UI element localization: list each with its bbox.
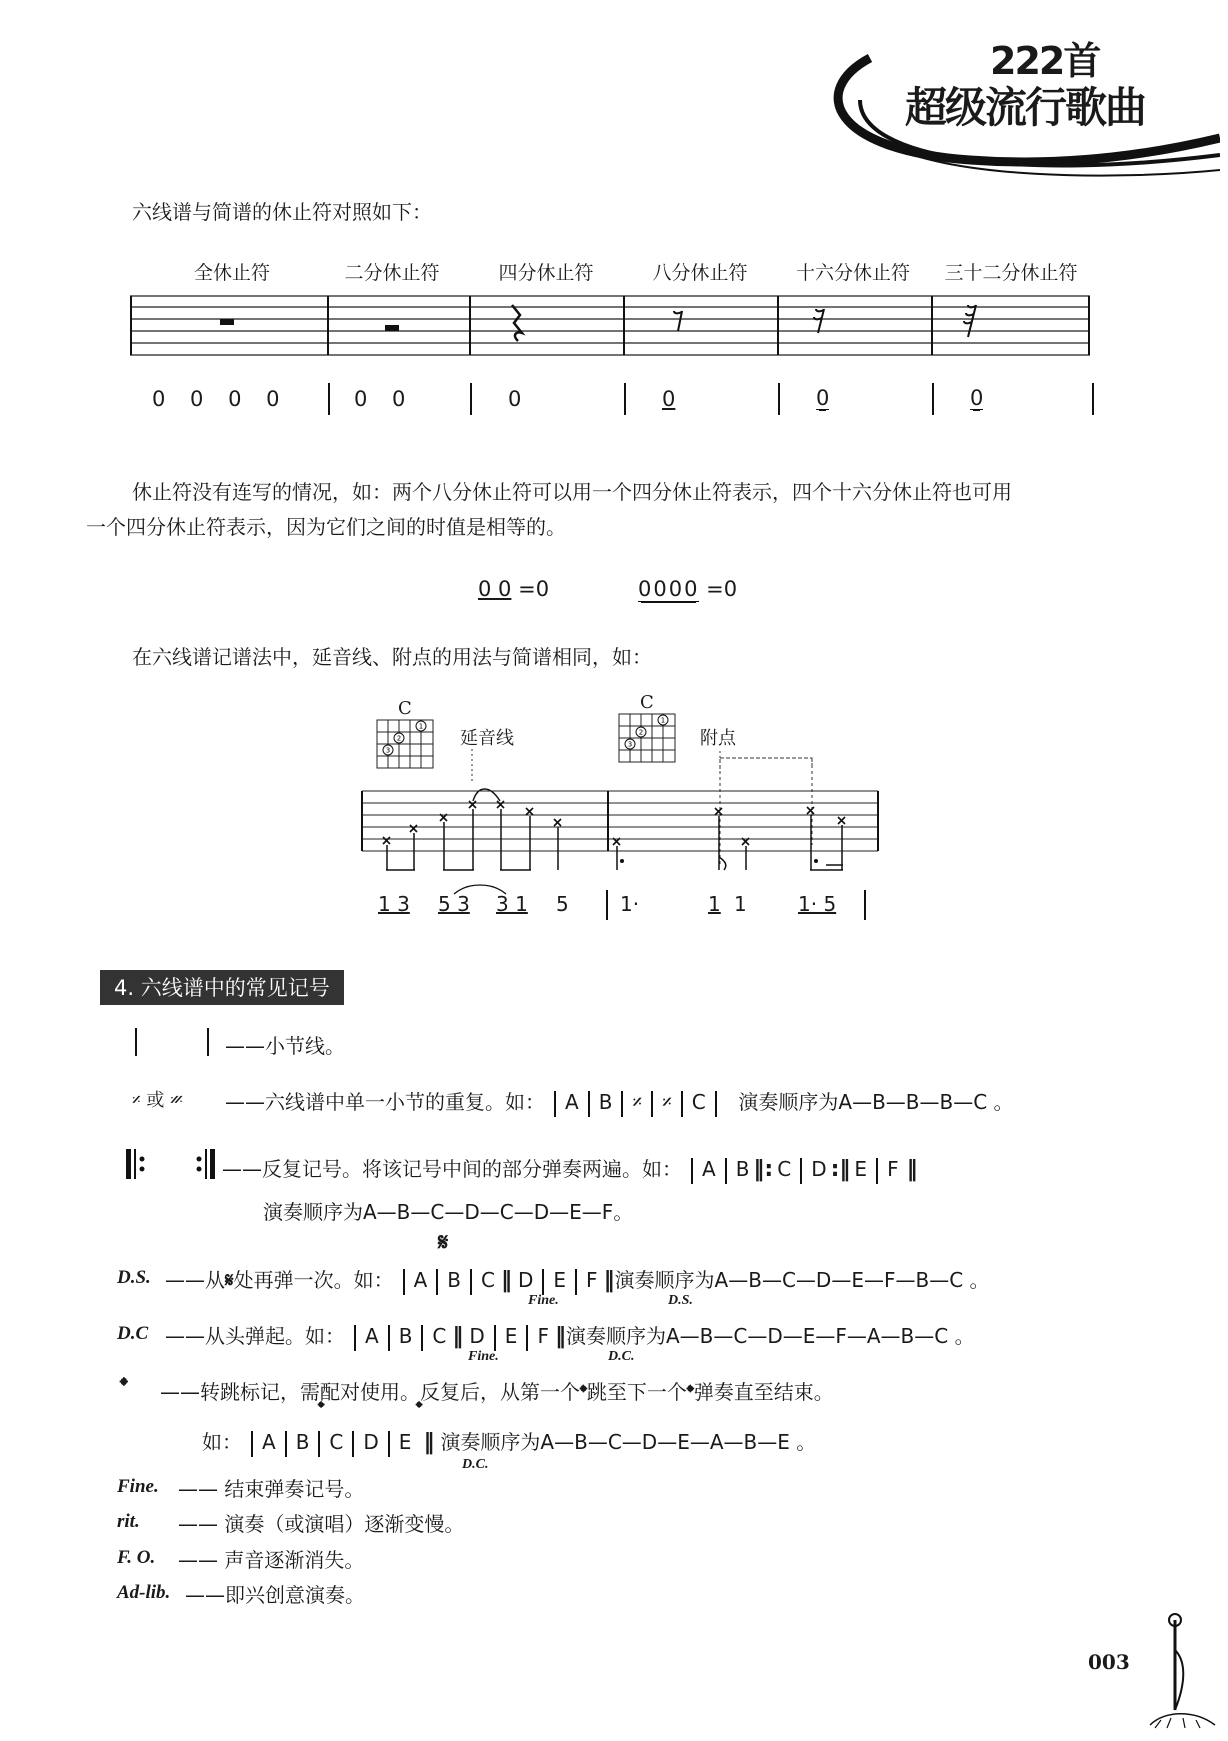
seq-item: D (811, 1157, 827, 1181)
seq-item: E (854, 1157, 868, 1181)
barline (354, 1325, 356, 1351)
coda-text2: 跳至下一个 (586, 1380, 687, 1404)
barline (606, 890, 608, 920)
dc-text: ——从头弹起。如： (165, 1324, 345, 1348)
dc-fine-mark: Fine. (468, 1349, 499, 1364)
repeat-sign-order: 演奏顺序为A—B—C—D—C—D—E—F。 (263, 1200, 634, 1224)
barline (800, 1158, 802, 1184)
coda-icon: 𝄌 (580, 1380, 587, 1404)
paragraph-2: 在六线谱记谱法中，延音线、附点的用法与简谱相同，如： (132, 645, 652, 669)
repeat-end-mini: :‖ (830, 1157, 851, 1182)
coda-example-prefix: 如： (202, 1430, 242, 1454)
jianpu-pair-2: 5 3 (438, 892, 470, 916)
fo-desc: —— 声音逐渐消失。 (178, 1548, 365, 1572)
seq-item: C (777, 1157, 792, 1181)
barline-sample (207, 1028, 209, 1056)
svg-text:2: 2 (638, 728, 644, 737)
eighth-rest-icon (674, 311, 682, 331)
seq-item: A (565, 1090, 579, 1114)
rest-jianpu-thirtysecond: 0 (970, 386, 984, 410)
svg-text:1: 1 (418, 722, 424, 731)
fo-label: F. O. (117, 1547, 156, 1568)
seq-item: F (586, 1268, 598, 1292)
svg-text:2: 2 (396, 734, 402, 743)
coda-dc-mark: D.C. (462, 1457, 489, 1472)
seq-item: A (262, 1430, 276, 1454)
repeat-start-mini: ‖: (753, 1157, 774, 1182)
barline (651, 1091, 653, 1117)
seq-item: E (398, 1430, 412, 1454)
rit-desc: —— 演奏（或演唱）逐渐变慢。 (178, 1512, 465, 1536)
barline-desc: ——小节线。 (225, 1034, 345, 1058)
ds-order: 演奏顺序为A—B—C—D—E—F—B—C 。 (614, 1268, 990, 1292)
segno-icon: 𝄋 (225, 1268, 234, 1292)
seq-item: D (518, 1268, 534, 1292)
barline (388, 1431, 390, 1457)
barline (876, 1158, 878, 1184)
seq-item: A (413, 1268, 428, 1292)
segno-icon: 𝄋 (438, 1228, 449, 1256)
adlib-desc: ——即兴创意演奏。 (185, 1583, 365, 1607)
seq-item: B (398, 1324, 413, 1348)
equation-2-right: =0 (706, 577, 738, 601)
final-barline: ‖ (423, 1430, 435, 1455)
header-title: 超级流行歌曲 (905, 83, 1146, 132)
rest-jianpu-row (130, 383, 1100, 419)
tie-dot-tab-staff (360, 745, 880, 885)
page-number: 003 (1088, 1650, 1130, 1674)
seq-item: D (469, 1324, 485, 1348)
final-barline: ‖ (906, 1157, 918, 1182)
barline (494, 1325, 496, 1351)
barline (725, 1158, 727, 1184)
coda-icon: 𝄌 (686, 1380, 694, 1404)
rest-staff (130, 295, 1090, 357)
seq-item: C (691, 1090, 706, 1114)
rest-jianpu-half: 0 0 (354, 387, 406, 411)
label-dot: 附点 (700, 728, 736, 749)
seq-item: C (432, 1324, 447, 1348)
barline (470, 383, 472, 415)
seq-item: A (365, 1324, 379, 1348)
seq-item: A (702, 1157, 716, 1181)
jianpu-pair-1: 1 3 (378, 892, 410, 916)
rest-name-half: 二分休止符 (344, 262, 440, 284)
equation-2 (638, 577, 737, 601)
rest-jianpu-quarter: 0 (508, 387, 522, 411)
ds-text: ——从 (165, 1268, 225, 1292)
repeat-bar-symbols: 𝄎 或 𝄏 (132, 1090, 183, 1111)
repeat-bar-text: ——六线谱中单一小节的重复。如： (225, 1090, 545, 1114)
repeat-sign-desc (222, 1153, 918, 1184)
ds-label: D.S. (117, 1267, 151, 1288)
barline (691, 1158, 693, 1184)
barline (328, 383, 330, 415)
ds-text2: 处再弹一次。如： (233, 1268, 394, 1292)
barline (470, 1269, 472, 1295)
barline (285, 1431, 287, 1457)
equation-1-right: =0 (518, 577, 550, 601)
barline (542, 1269, 544, 1295)
barline (403, 1269, 405, 1295)
barline (575, 1269, 577, 1295)
coda-example (202, 1426, 816, 1457)
coda-icon: 𝄌 (416, 1398, 423, 1419)
barline (681, 1091, 683, 1117)
barline (251, 1431, 253, 1457)
coda-icon: 𝄌 (120, 1374, 128, 1399)
half-rest-icon (385, 325, 399, 331)
coda-order: 演奏顺序为A—B—C—D—E—A—B—E 。 (440, 1430, 817, 1454)
barline (436, 1269, 438, 1295)
dc-desc (165, 1320, 975, 1351)
barline (421, 1325, 423, 1351)
plant-ornament-icon (1145, 1610, 1220, 1735)
jianpu-tie-arc (450, 882, 510, 896)
repeat-start-icon (125, 1148, 149, 1180)
rest-jianpu-eighth: 0 (662, 387, 676, 411)
jianpu-1-eighth: 1 (708, 892, 721, 916)
seq-item: B (735, 1157, 750, 1181)
equation-2-left: 0000 (638, 577, 700, 601)
svg-text:1: 1 (660, 716, 666, 725)
equation-1-left: 0 0 (478, 577, 512, 601)
coda-text: ——转跳标记，需配对使用。反复后，从第一个 (160, 1380, 580, 1404)
thirtysecond-rest-icon (964, 305, 976, 337)
barline (621, 1091, 623, 1117)
seq-item: F (887, 1157, 899, 1181)
chord-name-2: C (640, 692, 654, 713)
svg-text:3: 3 (385, 746, 391, 755)
intro-text: 六线谱与简谱的休止符对照如下： (132, 200, 432, 224)
fine-label: Fine. (117, 1476, 159, 1497)
adlib-label: Ad-lib. (117, 1582, 171, 1603)
repeat-end-icon (195, 1148, 219, 1180)
coda-desc (160, 1376, 834, 1405)
repeat-bar-order: 演奏顺序为A—B—B—B—C 。 (738, 1090, 1014, 1114)
whole-rest-icon (220, 319, 234, 325)
seq-item: D (363, 1430, 379, 1454)
chord-name-1: C (398, 698, 412, 719)
barline-sample (135, 1028, 137, 1056)
equation-1 (478, 577, 549, 601)
seq-item: E (504, 1324, 518, 1348)
double-barline: ‖ (452, 1324, 464, 1349)
jianpu-single-5: 5 (556, 892, 569, 916)
seq-item: 𝄎 (632, 1090, 643, 1114)
repeat-bar-desc (225, 1086, 1014, 1117)
rest-name-whole: 全休止符 (193, 262, 270, 284)
barline (352, 1431, 354, 1457)
seq-item: B (295, 1430, 310, 1454)
seq-item: F (537, 1324, 549, 1348)
sixteenth-rest-icon (814, 309, 824, 333)
rest-name-quarter: 四分休止符 (498, 262, 594, 284)
coda-text3: 弹奏直至结束。 (693, 1380, 834, 1404)
jianpu-dotted-1: 1· (620, 892, 640, 916)
header-number: 222首 (990, 39, 1100, 83)
seq-item: B (598, 1090, 613, 1114)
svg-text:3: 3 (627, 740, 633, 749)
ds-desc (165, 1264, 990, 1295)
rest-jianpu-whole: 0 0 0 0 (152, 387, 280, 411)
barline (932, 383, 934, 415)
rit-label: rit. (117, 1511, 140, 1532)
paragraph-1b: 一个四分休止符表示，因为它们之间的时值是相等的。 (86, 515, 566, 539)
label-tie: 延音线 (460, 728, 514, 749)
section-title: 4. 六线谱中的常见记号 (100, 970, 344, 1005)
quarter-rest-icon (512, 305, 522, 341)
seq-item: E (553, 1268, 567, 1292)
double-barline: ‖ (501, 1268, 512, 1293)
barline (388, 1325, 390, 1351)
dc-mark: D.C. (608, 1349, 635, 1364)
rest-name-sixteenth: 十六分休止符 (795, 262, 910, 284)
rest-jianpu-sixteenth: 0 (816, 386, 830, 410)
rest-name-thirtysecond: 三十二分休止符 (944, 262, 1078, 284)
coda-icon: 𝄌 (318, 1398, 325, 1419)
ds-mark: D.S. (668, 1293, 693, 1308)
barline (526, 1325, 528, 1351)
barline (864, 890, 866, 920)
note-x-icons (383, 801, 845, 845)
barline (318, 1431, 320, 1457)
dc-label: D.C (117, 1323, 149, 1344)
barline (624, 383, 626, 415)
jianpu-1-quarter: 1 (734, 892, 747, 916)
ds-fine-mark: Fine. (528, 1293, 559, 1308)
barline (1092, 383, 1094, 415)
seq-item: 𝄎 (662, 1090, 672, 1114)
rest-name-eighth: 八分休止符 (652, 262, 748, 284)
barline (554, 1091, 556, 1117)
paragraph-1: 休止符没有连写的情况，如：两个八分休止符可以用一个四分休止符表示，四个十六分休止符也可用 (132, 480, 1012, 504)
seq-item: C (481, 1268, 495, 1292)
jianpu-dotted-pair: 1· 5 (798, 892, 837, 916)
barline (778, 383, 780, 415)
seq-item: C (329, 1430, 344, 1454)
fine-desc: —— 结束弹奏记号。 (178, 1477, 365, 1501)
final-barline: ‖ (603, 1268, 615, 1293)
dc-order: 演奏顺序为A—B—C—D—E—F—A—B—C 。 (565, 1324, 975, 1348)
barline (588, 1091, 590, 1117)
jianpu-pair-3: 3 1 (496, 892, 528, 916)
tie-jianpu (378, 892, 898, 926)
barline (715, 1091, 717, 1117)
final-barline: ‖ (554, 1324, 566, 1349)
repeat-sign-text: ——反复记号。将该记号中间的部分弹奏两遍。如： (222, 1157, 682, 1181)
seq-item: B (447, 1268, 462, 1292)
